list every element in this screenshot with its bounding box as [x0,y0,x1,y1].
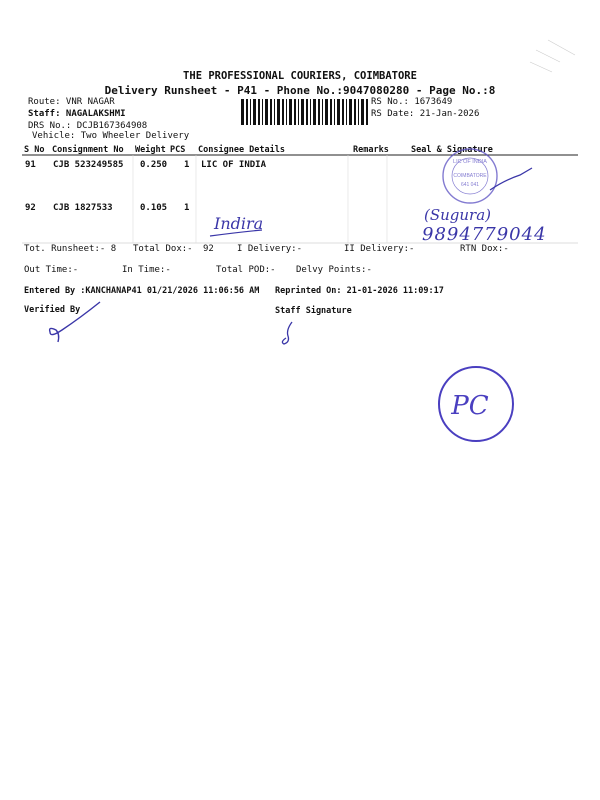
col-pcs: PCS [170,145,186,155]
i-delivery: I Delivery:- [237,244,303,254]
vehicle-label: Vehicle: Two Wheeler Delivery [32,131,190,141]
delvy-points: Delvy Points:- [296,265,372,275]
handwritten-phone-number: 9894779044 [422,224,547,245]
lic-office-stamp [443,149,497,203]
staff-signature-label: Staff Signature [275,306,352,316]
stamp-text-line-1: LIC OF INDIA [453,159,487,165]
pc-round-stamp [439,367,513,441]
rs-number: RS No.: 1673649 [371,97,453,107]
row-1-consignment: CJB 523249585 [53,160,124,170]
col-remarks: Remarks [353,145,389,155]
runsheet-title: Delivery Runsheet - P41 - Phone No.:9047080280 - Page No.:8 [104,84,496,97]
pc-stamp-text: PC [451,391,489,421]
total-dox-label: Total Dox:- [133,244,193,254]
tot-runsheet: Tot. Runsheet:- 8 [24,244,117,254]
handwritten-consignee-name: Indira [214,214,264,233]
stamp-text-line-2: COIMBATORE [453,173,487,179]
row-1-weight: 0.250 [140,160,168,170]
col-seal-signature: Seal & Signature [411,145,493,155]
rs-date: RS Date: 21-Jan-2026 [371,109,480,119]
verified-by-label: Verified By [24,305,81,315]
row-1-consignee: LIC OF INDIA [201,160,267,170]
drs-number: DRS No.: DCJB167364908 [28,121,148,131]
col-weight: Weight [135,145,166,155]
out-time: Out Time:- [24,265,79,275]
col-sno: S No [24,145,45,155]
reprinted-on: Reprinted On: 21-01-2026 11:09:17 [275,286,444,296]
row-2-sno: 92 [25,203,36,213]
col-consignment: Consignment No [52,145,124,155]
total-dox-value: 92 [203,244,214,254]
row-2-pcs: 1 [184,203,190,213]
col-consignee: Consignee Details [198,145,285,155]
rtn-dox: RTN Dox:- [460,244,509,254]
route-label: Route: VNR NAGAR [28,97,115,107]
staff-label: Staff: NAGALAKSHMI [28,109,126,119]
total-pod: Total POD:- [216,265,276,275]
row-1-pcs: 1 [184,160,190,170]
staff-signature-mark [282,322,292,344]
ii-delivery: II Delivery:- [344,244,415,254]
row-1-sno: 91 [25,160,36,170]
verified-by-signature [50,302,100,342]
entered-by: Entered By :KANCHANAP41 01/21/2026 11:06:56 AM [24,286,260,296]
handwritten-receiver-name: (Sugura) [424,206,492,224]
row-2-consignment: CJB 1827533 [53,203,113,213]
row-2-weight: 0.105 [140,203,168,213]
company-title: THE PROFESSIONAL COURIERS, COIMBATORE [183,70,417,82]
in-time: In Time:- [122,265,171,275]
stamp-text-line-3: 641 041 [460,182,480,188]
